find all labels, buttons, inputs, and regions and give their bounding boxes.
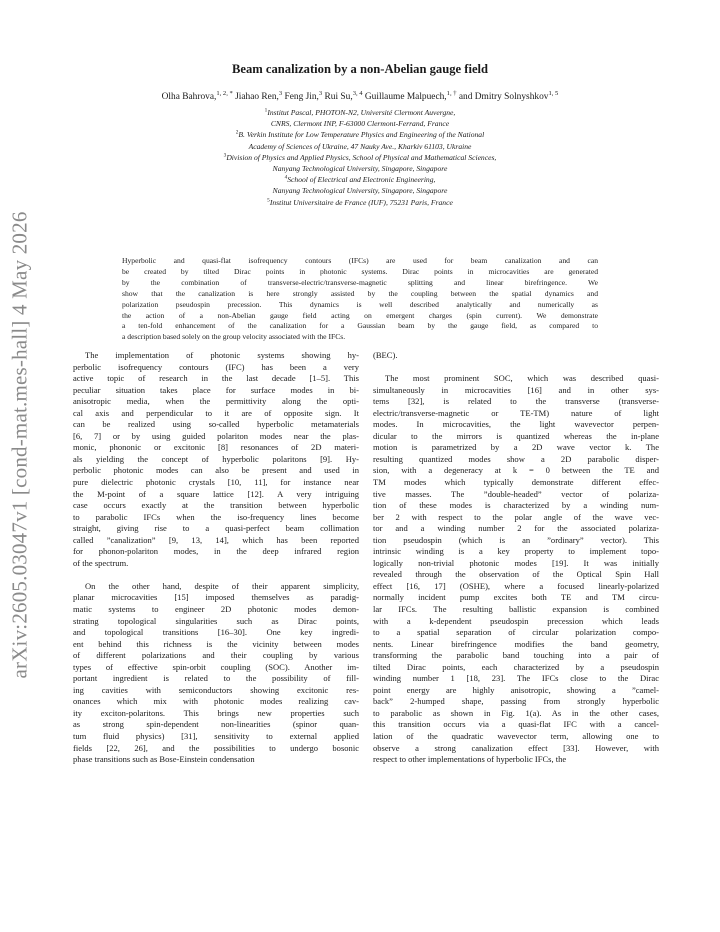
author-name: Jiahao Ren, [232,92,279,102]
affiliation-text: Academy of Sciences of Ukraine, 47 Nauky Ave., Kharkiv 61103, Ukraine [248,141,472,151]
author-list [0,89,720,102]
abstract [122,256,598,343]
affiliation-line [0,152,720,163]
abstract-line: by the combination of transverse-electric/transverse-magnetic splitting and linear birefringence. We [122,277,598,287]
text-line: observe a strong canalization effect [33]. However, with [373,742,659,753]
text-line: this transition occurs via a quasi-flat IFC with a cancel- [373,719,659,730]
affiliation-line [0,141,720,152]
text-line: perbolic photonic modes can also be present and used in [73,465,359,476]
text-line: tive masses. The ”double-headed” vector of polariza- [373,488,659,499]
text-line: of the spectrum. [73,557,129,568]
text-line: to parabolic as shown in Fig. 1(a). As in the other cases, [373,707,659,718]
text-line: tum fluid physics) [31], sensitivity to external applied [73,731,359,741]
text-line: electric/transverse-magnetic or TE-TM) nature of light [373,407,659,418]
author-affiliation-mark: 1, † [446,89,457,97]
author-affiliation-mark: 3 [318,89,323,97]
abstract-line: polarization pseudospin precession. This dynamics is well described analytically and numerically as [122,299,598,309]
text-line: active topic of research in the last decade [1–5]. This [73,373,359,384]
text-line: The most prominent SOC, which was described quasi- [385,373,659,384]
affiliation-text: Institut Pascal, PHOTON-N2, Université Clermont Auvergne, [267,108,456,117]
text-line: simultaneously in microcavities [16] and in other sys- [373,384,659,395]
abstract-line: a ten-fold enhancement of the canalization for a Gaussian beam by the gauge field, as compared to [122,321,598,331]
text-line: to a spatial separation of circular polarization compo- [373,627,659,638]
affiliation-mark: 4 [284,174,288,181]
affiliation-line [0,163,720,174]
text-line: fields [22, 26], and the possibilities to undergo bosonic [73,742,359,753]
author-affiliation-mark: 3 [278,89,283,97]
text-line: to parabolic IFCs when the iso-frequency lines become [73,511,359,522]
author-name: Rui Su, [322,92,353,102]
text-line: transforming the parabolic band touching into a pair of [373,650,659,661]
arxiv-stamp-text: arXiv:2605.03047v1 [cond-mat.mes-hall] 4 May 2026 [7,211,32,679]
text-line: straight, giving rise to a quasi-perfect beam collimation [73,523,359,534]
author-name: Guillaume Malpuech, [362,92,447,102]
text-line: intrinsic winding is a key property to implement topo- [373,546,659,557]
text-line: monic, phononic or excitonic [8] resonances of 2D materi- [73,442,359,453]
text-line: point energy are highly anisotropic, showing a ”camel- [373,684,659,695]
affiliation-line [0,107,720,118]
text-line: peculiar situation takes place for surface modes in bi- [73,384,359,395]
text-line: tems [32], is related to the transverse (transverse- [373,396,659,407]
text-line: tion of these modes is characterized by a winding num- [373,500,659,511]
text-line: normally incident pump excites both TE and TM circu- [373,592,659,603]
affiliation-text: Nanyang Technological University, Singapore, Singapore [272,186,448,196]
paragraph [73,350,359,569]
author-affiliation-mark: 1, 2, * [216,89,233,97]
text-line: [6, 7] or by using guided polariton modes near the plas- [73,430,359,441]
text-line: strating topological singularities such as Dirac points, [73,615,359,626]
affiliation-text: Nanyang Technological University, Singapore, Singapore [272,164,448,174]
text-line: as strong spin-dependent non-linearities (spinor quan- [73,719,359,730]
text-line: pure dielectric photonic crystals [10, 11], for instance near [73,477,359,488]
text-line: cal axis and perpendicular to it are of opposite sign. It [73,407,359,418]
text-line: (BEC). [373,350,398,360]
text-line: and topological transitions [16–30]. One key ingredi- [73,627,359,638]
text-line: anisotropic media, when the permittivity along the opti- [73,396,359,407]
text-line: can be realized using so-called hyperbolic metamaterials [73,419,359,430]
text-line: motion is parametrized by a 2D wave vector k. The [373,442,659,453]
paragraph [73,581,359,766]
affiliation-mark: 1 [264,107,268,114]
text-line: dicular to the mirrors is quantized whereas the in-plane [373,430,659,441]
paragraph [373,373,659,766]
text-line: respect to other implementations of hyperbolic IFCs, the [373,754,567,765]
text-line: resulting quantized modes show a 2D parabolic disper- [373,453,659,464]
abstract-line: the action of a non-Abelian gauge field acting on emergent charges (spin current). We demonstrate [122,310,598,320]
text-line: effect [16, 17] (OSHE), where a focused linearly-polarized [373,580,659,591]
text-line: case occurs exactly at the transition between hyperbolic [73,500,359,511]
text-line: the M-point of a square lattice [12]. A very intriguing [73,488,359,499]
affiliation-mark: 3 [223,152,227,159]
text-line: matic systems to engineer 2D photonic modes demon- [73,603,359,614]
text-line: phase transitions such as Bose-Einstein condensation [73,754,255,765]
affiliation-line [0,185,720,196]
text-line: lar IFCs. The resulting ballistic expansion is combined [373,603,659,614]
affiliation-line [0,118,720,129]
text-line: TM modes which typically demonstrate different effec- [373,476,659,487]
text-line: tion pseudospin (which is an ”ordinary” vector). This [373,534,659,545]
text-line: ity exciton-polaritons. This brings new properties such [73,707,359,718]
affiliation-text: Division of Physics and Applied Physics, School of Physical and Mathematical Sciences, [226,152,497,162]
text-line: of different polarizations and their coupling by various [73,650,359,661]
author-name: and Dmitry Solnyshkov [456,92,549,102]
text-line: back” 2-humped shape, passing from strongly hyperbolic [373,696,659,707]
text-line: ent behind this richness is the vicinity between modes [73,638,359,649]
text-line: for phonon-polariton modes, in the deep infrared region [73,546,359,557]
text-line: als yielding the concept of hyperbolic polaritons [9]. Hy- [73,453,359,464]
author-affiliation-mark: 1, 5 [548,89,559,97]
text-line: onances which mix with photonic modes realizing cav- [73,696,359,707]
text-line: called ”canalization” [9, 13, 14], which has been reported [73,534,359,545]
text-line: portant ingredient is related to the possibility of fill- [73,673,359,684]
affiliation-text: Institut Universitaire de France (IUF), 75231 Paris, France [269,197,453,207]
text-line: perbolic isofrequency contours (IFC) has been a very [73,361,359,372]
arxiv-stamp [0,211,40,679]
text-line: lation of the quadratic wavevector term, allowing one to [373,731,659,741]
text-line: sion, with a degeneracy at k = 0 between the TE and [373,465,659,476]
text-line: with a k-dependent pseudospin precession which leads [373,615,659,626]
text-line: winding number 1 [18, 23]. The IFCs close to the Dirac [373,673,659,684]
text-line: ing cavities with semiconductors showing excitonic res- [73,684,359,695]
text-line: nents. Linear birefringence modifies the band geometry, [373,638,659,649]
affiliation-mark: 2 [235,129,239,136]
affiliation-text: School of Electrical and Electronic Engineering, [287,175,436,185]
text-line: tor and a winding number 2 for the associated polariza- [373,523,659,534]
text-line: The implementation of photonic systems showing hy- [85,350,359,360]
abstract-line: show that the canalization is here strongly assisted by the coupling between the spatial dynamics and [122,288,598,298]
left-column [73,350,359,766]
text-line: modes. In microcavities, the light wavevector perpen- [373,419,659,430]
text-line: planar microcavities [15] imposed themselves as paradig- [73,592,359,603]
text-line: revealed through the observation of the Optical Spin Hall [373,569,659,580]
affiliation-line [0,197,720,208]
text-line: logically non-trivial photonic modes [19]. It was initially [373,557,659,568]
author-affiliation-mark: 3, 4 [352,89,363,97]
abstract-line: Hyperbolic and quasi-flat isofrequency contours (IFCs) are used for beam canalization and can [122,256,598,265]
author-name: Feng Jin, [282,92,319,102]
affiliation-text: CNRS, Clermont INP, F-63000 Clermont-Ferrand, France [270,119,450,129]
text-line: tilted Dirac points, each characterized by a pseudospin [373,661,659,672]
abstract-line: a description based solely on the group velocity associated with the IFCs. [122,332,346,342]
affiliation-line [0,174,720,185]
paper-title: Beam canalization by a non-Abelian gauge field [231,62,489,76]
affiliation-line [0,129,720,140]
right-column [373,350,659,766]
affiliation-mark: 5 [267,197,270,204]
text-line: types of effective spin-orbit coupling (SOC). Another im- [73,661,359,672]
abstract-line: be created by tilted Dirac points in photonic systems. Dirac points in microcavities are generated [122,266,598,276]
author-name: Olha Bahrova, [161,92,217,102]
text-line: ber 2 with respect to the polar angle of the wave vec- [373,511,659,522]
text-line: On the other hand, despite of their apparent simplicity, [85,580,359,591]
paragraph [373,350,659,362]
affiliation-list [0,107,720,208]
affiliation-text: B. Verkin Institute for Low Temperature Physics and Engineering of the National [238,130,485,140]
